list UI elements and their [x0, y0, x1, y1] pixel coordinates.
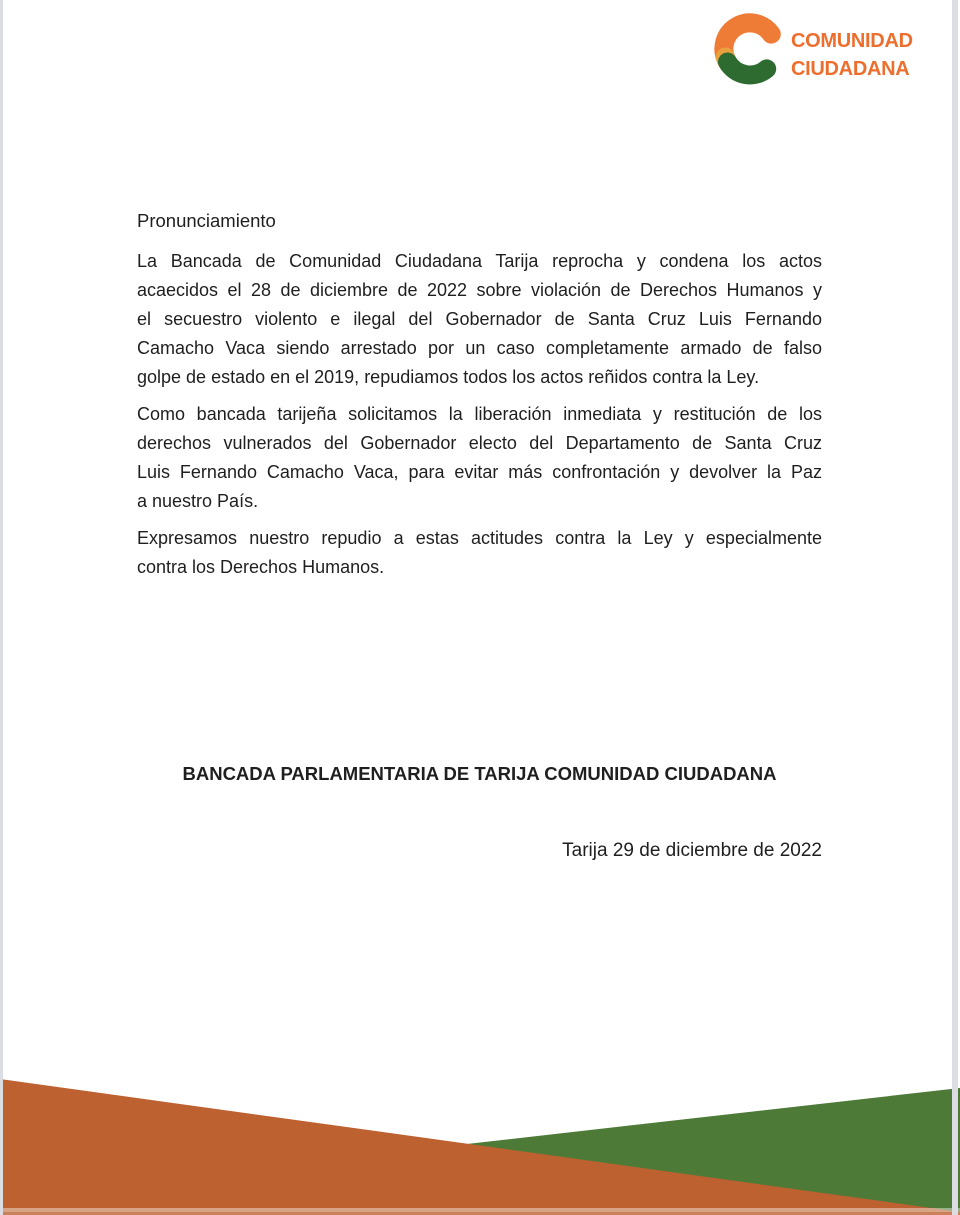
paragraph-line: golpe de estado en el 2019, repudiamos todos los actos reñidos contra la Ley. — [137, 367, 760, 387]
document-body — [137, 0, 822, 1215]
date-line: Tarija 29 de diciembre de 2022 — [562, 840, 822, 861]
paragraph-line: Luis Fernando Camacho Vaca, para evitar más confrontación y devolver la Paz — [137, 462, 822, 482]
paragraph — [137, 247, 822, 392]
logo-wordmark-line1: COMUNIDAD — [791, 30, 913, 52]
paragraph-line: derechos vulnerados del Gobernador electo del Departamento de Santa Cruz — [137, 433, 822, 453]
signature-line: BANCADA PARLAMENTARIA DE TARIJA COMUNIDAD CIUDADANA — [182, 763, 777, 784]
paragraph — [137, 400, 822, 516]
paragraph-line: el secuestro violento e ilegal del Gobernador de Santa Cruz Luis Fernando — [137, 309, 822, 329]
paragraph-line: contra los Derechos Humanos. — [137, 557, 385, 577]
paragraph-line: acaecidos el 28 de diciembre de 2022 sobre violación de Derechos Humanos y — [137, 280, 822, 300]
paragraph — [137, 524, 822, 582]
paragraph-line: Como bancada tarijeña solicitamos la liberación inmediata y restitución de los — [137, 404, 822, 424]
paragraph-line: Camacho Vaca siendo arrestado por un caso completamente armado de falso — [137, 338, 822, 358]
paragraphs — [137, 247, 822, 590]
page-edge-left — [0, 0, 3, 1215]
paragraph-line: Expresamos nuestro repudio a estas actitudes contra la Ley y especialmente — [137, 528, 822, 548]
page-edge-right — [952, 0, 958, 1215]
paragraph-line: La Bancada de Comunidad Ciudadana Tarija reprocha y condena los actos — [137, 251, 822, 271]
paragraph-line: a nuestro País. — [137, 491, 259, 511]
logo-wordmark-line2: CIUDADANA — [791, 58, 910, 80]
document-title: Pronunciamiento — [137, 210, 276, 231]
